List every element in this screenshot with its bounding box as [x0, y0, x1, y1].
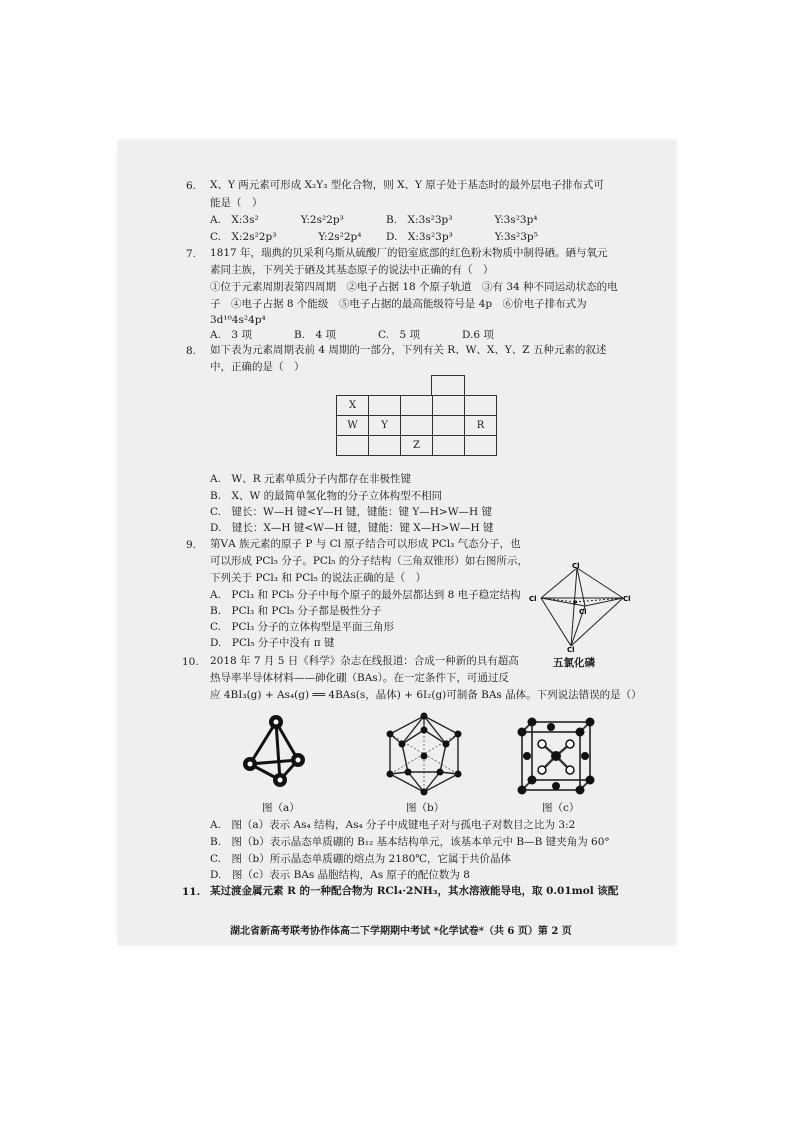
q7-statement-line1: ①位于元素周期表第四周期 ②电子占据 18 个原子轨道 ③有 34 种不同运动状态的电 — [210, 281, 618, 293]
q7-options: A. 3 项 B. 4 项 C. 5 项 D.6 项 — [210, 329, 494, 341]
bas-unit-cell-figure — [516, 716, 596, 796]
q9-stem-line1: 第ⅤA 族元素的原子 P 与 Cl 原子结合可以形成 PCl₃ 气态分子，也 — [210, 538, 521, 550]
grid-cell: X — [337, 396, 369, 416]
q6-option-a: A. X:3s² Y:2s²2p³ — [210, 214, 344, 226]
q6-stem-line1: X、Y 两元素可形成 X₂Y₃ 型化合物，则 X、Y 原子处于基态时的最外层电子排布式可 — [210, 179, 604, 191]
q10-stem-line2: 热导率半导体材料——砷化硼（BAs）。在一定条件下，可通过反 — [210, 672, 509, 684]
q8-option-b: B. X、W 的最简单氢化物的分子立体构型不相同 — [210, 490, 443, 502]
q8-stem-line1: 如下表为元素周期表前 4 周期的一部分，下列有关 R、W、X、Y、Z 五种元素的叙述 — [210, 344, 607, 356]
q10-option-b: B. 图（b）表示晶态单质硼的 B₁₂ 基本结构单元，该基本单元中 B—B 键夹角为 60° — [210, 836, 610, 848]
atom-label: Cl — [579, 608, 587, 616]
grid-cell: Z — [401, 436, 433, 456]
as4-tetrahedron-figure — [240, 712, 310, 792]
q9-option-c: C. PCl₃ 分子的立体构型是平面三角形 — [210, 621, 395, 633]
q7-statement-line3: 3d¹⁰4s²4p⁴ — [210, 314, 266, 326]
q8-option-a: A. W、R 元素单质分子内都存在非极性键 — [210, 473, 411, 485]
q9-option-a: A. PCl₃ 和 PCl₅ 分子中每个原子的最外层都达到 8 电子稳定结构 — [210, 589, 521, 601]
grid-cell — [369, 436, 401, 456]
q8-option-d: D. 键长：X—H 键<W—H 键，键能：键 X—H>W—H 键 — [210, 522, 494, 534]
q10-number: 10. — [182, 656, 199, 668]
q11-number: 11. — [182, 886, 201, 898]
page-footer: 湖北省新高考联考协作体高二下学期期中考试 *化学试卷*（共 6 页）第 2 页 — [230, 926, 572, 937]
q10-stem-line3: 应 4BI₃(g) + As₄(g) ══ 4BAs(s，晶体) + 6I₂(g)可制备 BAs 晶体。下列说法错误的是（） — [210, 689, 642, 701]
grid-cell — [433, 436, 465, 456]
atom-label: P — [573, 600, 578, 607]
grid-cell — [433, 396, 465, 416]
grid-cell: Y — [369, 416, 401, 436]
q9-number: 9. — [186, 539, 197, 551]
q6-option-c: C. X:2s²2p³ Y:2s²2p⁴ — [210, 231, 362, 243]
b12-icosahedron-figure — [382, 712, 466, 796]
atom-label: Cl — [567, 646, 575, 652]
q7-stem-line2: 素同主族，下列关于硒及其基态原子的说法中正确的有（ ） — [210, 264, 494, 276]
grid-cell — [433, 416, 465, 436]
q10-option-c: C. 图（b）所示晶态单质硼的熔点为 2180℃，它属于共价晶体 — [210, 853, 512, 865]
q10-option-a: A. 图（a）表示 As₄ 结构，As₄ 分子中成键电子对与孤电子对数目之比为 3:2 — [210, 819, 576, 831]
periodic-table-fragment — [336, 395, 497, 456]
q10-stem-line1: 2018 年 7 月 5 日《科学》杂志在线报道：合成一种新的具有超高 — [210, 655, 519, 667]
q9-stem-line2: 可以形成 PCl₅ 分子。PCl₅ 的分子结构（三角双锥形）如右图所示， — [210, 555, 528, 567]
grid-cell — [465, 436, 497, 456]
atom-label: Cl — [623, 595, 631, 603]
q9-option-d: D. PCl₅ 分子中没有 π 键 — [210, 637, 335, 649]
grid-cell — [401, 416, 433, 436]
figure-a-caption: 图（a） — [262, 802, 300, 814]
q7-statement-line2: 子 ④电子占据 8 个能级 ⑤电子占据的最高能级符号是 4p ⑥价电子排布式为 — [210, 298, 587, 310]
q9-stem-line3: 下列关于 PCl₃ 和 PCl₅ 的说法正确的是（ ） — [210, 572, 427, 584]
q7-stem-line1: 1817 年，瑞典的贝采利乌斯从硫酸厂的铅室底部的红色粉末物质中制得硒。硒与氧元 — [210, 247, 608, 259]
q8-stem-line2: 中，正确的是（ ） — [210, 361, 305, 373]
q11-stem-line1: 某过渡金属元素 R 的一种配合物为 RCl₄·2NH₃，其水溶液能导电，取 0.01mol 该配 — [210, 885, 619, 897]
q9-option-b: B. PCl₃ 和 PCl₅ 分子都是极性分子 — [210, 605, 382, 617]
atom-label: Cl — [572, 562, 580, 570]
grid-cell — [337, 436, 369, 456]
q7-number: 7. — [186, 248, 197, 260]
grid-cell — [465, 396, 497, 416]
grid-cell: W — [337, 416, 369, 436]
q8-option-c: C. 键长：W—H 键<Y—H 键，键能：键 Y—H>W—H 键 — [210, 506, 493, 518]
q6-option-b: B. X:3s²3p³ Y:3s²3p⁴ — [386, 214, 538, 226]
figure-c-caption: 图（c） — [542, 802, 580, 814]
q6-option-d: D. X:3s²3p³ Y:3s²3p⁵ — [386, 231, 538, 243]
pcl5-structure-figure — [515, 560, 635, 652]
q6-number: 6. — [186, 180, 197, 192]
grid-cell — [401, 396, 433, 416]
q6-stem-line2: 能是（ ） — [210, 197, 263, 209]
q8-number: 8. — [186, 345, 197, 357]
atom-label: Cl — [529, 595, 537, 603]
q10-option-d: D. 图（c）表示 BAs 晶胞结构，As 原子的配位数为 8 — [210, 869, 470, 881]
grid-cell: R — [465, 416, 497, 436]
grid-cell — [369, 396, 401, 416]
periodic-table-top-cell — [431, 375, 465, 396]
figure-b-caption: 图（b） — [406, 802, 445, 814]
pcl5-caption: 五氯化磷 — [553, 657, 595, 669]
